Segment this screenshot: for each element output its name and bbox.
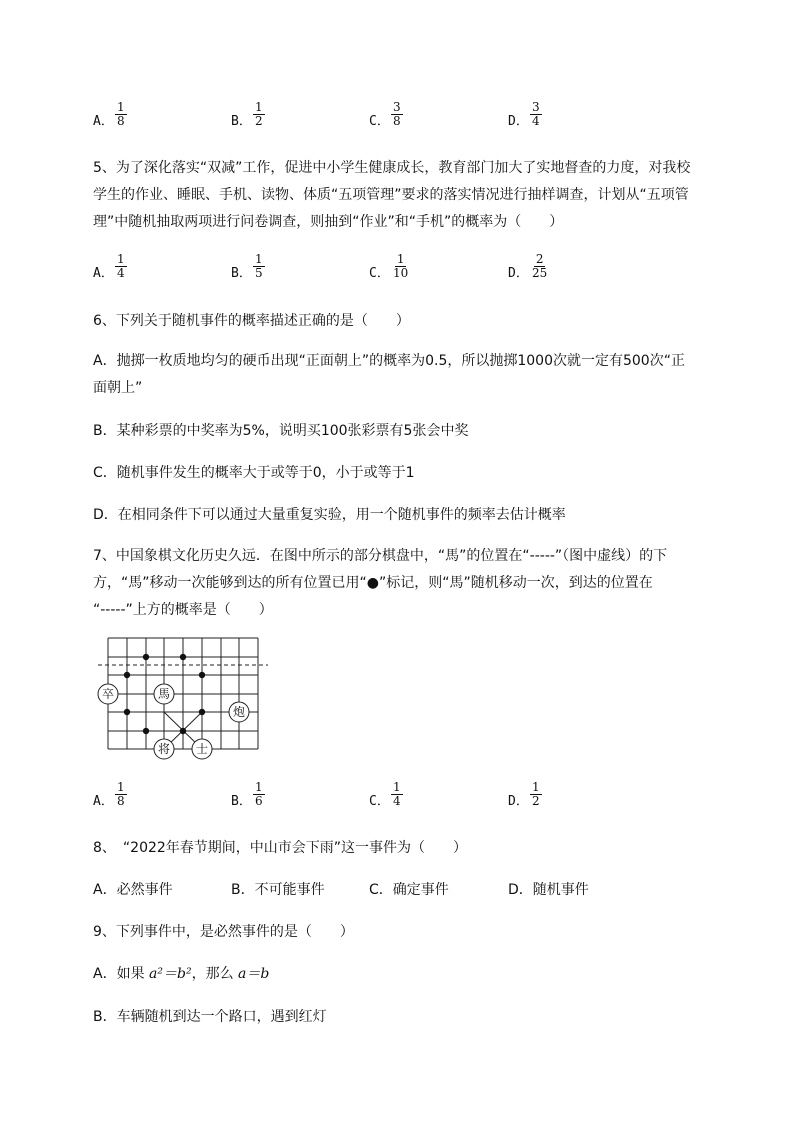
- reachable-dot: [199, 672, 205, 678]
- q9-option-a-math-2: a＝b: [238, 966, 270, 982]
- q7-option-d-label: D．: [508, 794, 529, 809]
- reachable-dot: [124, 672, 130, 678]
- q8-option-a: A．必然事件: [93, 882, 173, 898]
- q4-option-b-fraction: $\frac{1}{2}$: [255, 100, 263, 128]
- q7-option-a-label: A．: [93, 794, 114, 809]
- q6-option-b: B．某种彩票的中奖率为5%，说明买100张彩票有5张会中奖: [93, 423, 469, 439]
- q9-option-a-mid: ，那么: [191, 966, 239, 982]
- q8-option-d: D．随机事件: [508, 882, 589, 898]
- piece-shi: 士: [195, 742, 209, 756]
- q4-option-d-label: D．: [508, 114, 529, 129]
- q9-option-a-math-1: a²＝b²: [149, 966, 192, 982]
- q5-option-c-fraction: $\frac{1}{10}$: [393, 252, 409, 280]
- reachable-dot: [124, 709, 130, 715]
- q4-option-c-label: C．: [369, 114, 390, 129]
- piece-jiang: 将: [157, 742, 171, 756]
- q4-option-d-fraction: $\frac{3}{4}$: [532, 100, 540, 128]
- q9-option-b: B．车辆随机到达一个路口，遇到红灯: [93, 1009, 327, 1025]
- piece-ma: 馬: [157, 687, 171, 701]
- q6-option-c: C．随机事件发生的概率大于或等于0，小于或等于1: [93, 465, 415, 481]
- q8-stem: 8、 “2022年春节期间，中山市会下雨”这一事件为（ ）: [93, 840, 468, 856]
- reachable-dot: [180, 654, 186, 660]
- chess-board-figure: [90, 630, 280, 760]
- q7-line-2: 方，“馬”移动一次能够到达的所有位置已用“●”标记，则“馬”随机移动一次，到达的位置在: [93, 575, 653, 591]
- q5-option-d-label: D．: [508, 266, 529, 281]
- reachable-dot: [143, 654, 149, 660]
- piece-zu: 卒: [101, 687, 115, 701]
- q5-line-3: 理”中随机抽取两项进行问卷调查，则抽到“作业”和“手机”的概率为（ ）: [93, 214, 564, 230]
- q8-option-b: B．不可能事件: [231, 882, 325, 898]
- q6-option-a-line-2: 面朝上”: [93, 380, 143, 396]
- q5-line-2: 学生的作业、睡眠、手机、读物、体质“五项管理”要求的落实情况进行抽样调查，计划从“五项管: [93, 187, 689, 203]
- q5-option-d-fraction: $\frac{2}{25}$: [532, 252, 548, 280]
- q4-option-c-fraction: $\frac{3}{8}$: [393, 100, 401, 128]
- q8-option-c: C．确定事件: [369, 882, 449, 898]
- q9-option-a: [93, 963, 269, 983]
- q7-option-b-fraction: $\frac{1}{6}$: [255, 780, 263, 808]
- q5-line-1: 5、为了深化落实“双减”工作，促进中小学生健康成长，教育部门加大了实地督查的力度，对我校: [93, 160, 691, 176]
- reachable-dot: [180, 728, 186, 734]
- q5-option-b-fraction: $\frac{1}{5}$: [255, 252, 263, 280]
- q4-option-a-fraction: $\frac{1}{8}$: [117, 100, 125, 128]
- piece-pao: 炮: [232, 705, 246, 719]
- q7-line-3: “-----”上方的概率是（ ）: [93, 602, 273, 618]
- q5-option-a-label: A．: [93, 266, 114, 281]
- q7-option-c-fraction: $\frac{1}{4}$: [393, 780, 401, 808]
- q7-option-d-fraction: $\frac{1}{2}$: [532, 780, 540, 808]
- q4-option-a-label: A．: [93, 114, 114, 129]
- reachable-dot: [199, 709, 205, 715]
- q9-option-a-prefix: A．如果: [93, 966, 150, 982]
- q9-stem: 9、下列事件中，是必然事件的是（ ）: [93, 924, 354, 940]
- q6-option-a-line-1: A．抛掷一枚质地均匀的硬币出现“正面朝上”的概率为0.5，所以抛掷1000次就一定有500次“正: [93, 353, 685, 369]
- q7-line-1: 7、中国象棋文化历史久远．在图中所示的部分棋盘中，“馬”的位置在“-----”（图中虚线）的下: [93, 548, 668, 564]
- q5-option-c-label: C．: [369, 266, 390, 281]
- q5-option-a-fraction: $\frac{1}{4}$: [117, 252, 125, 280]
- q5-option-b-label: B．: [231, 266, 252, 281]
- q4-option-b-label: B．: [231, 114, 252, 129]
- q7-option-b-label: B．: [231, 794, 252, 809]
- q7-option-a-fraction: $\frac{1}{8}$: [117, 780, 125, 808]
- reachable-dot: [143, 728, 149, 734]
- q6-stem: 6、下列关于随机事件的概率描述正确的是（ ）: [93, 313, 410, 329]
- q6-option-d: D．在相同条件下可以通过大量重复实验，用一个随机事件的频率去估计概率: [93, 507, 566, 523]
- q7-option-c-label: C．: [369, 794, 390, 809]
